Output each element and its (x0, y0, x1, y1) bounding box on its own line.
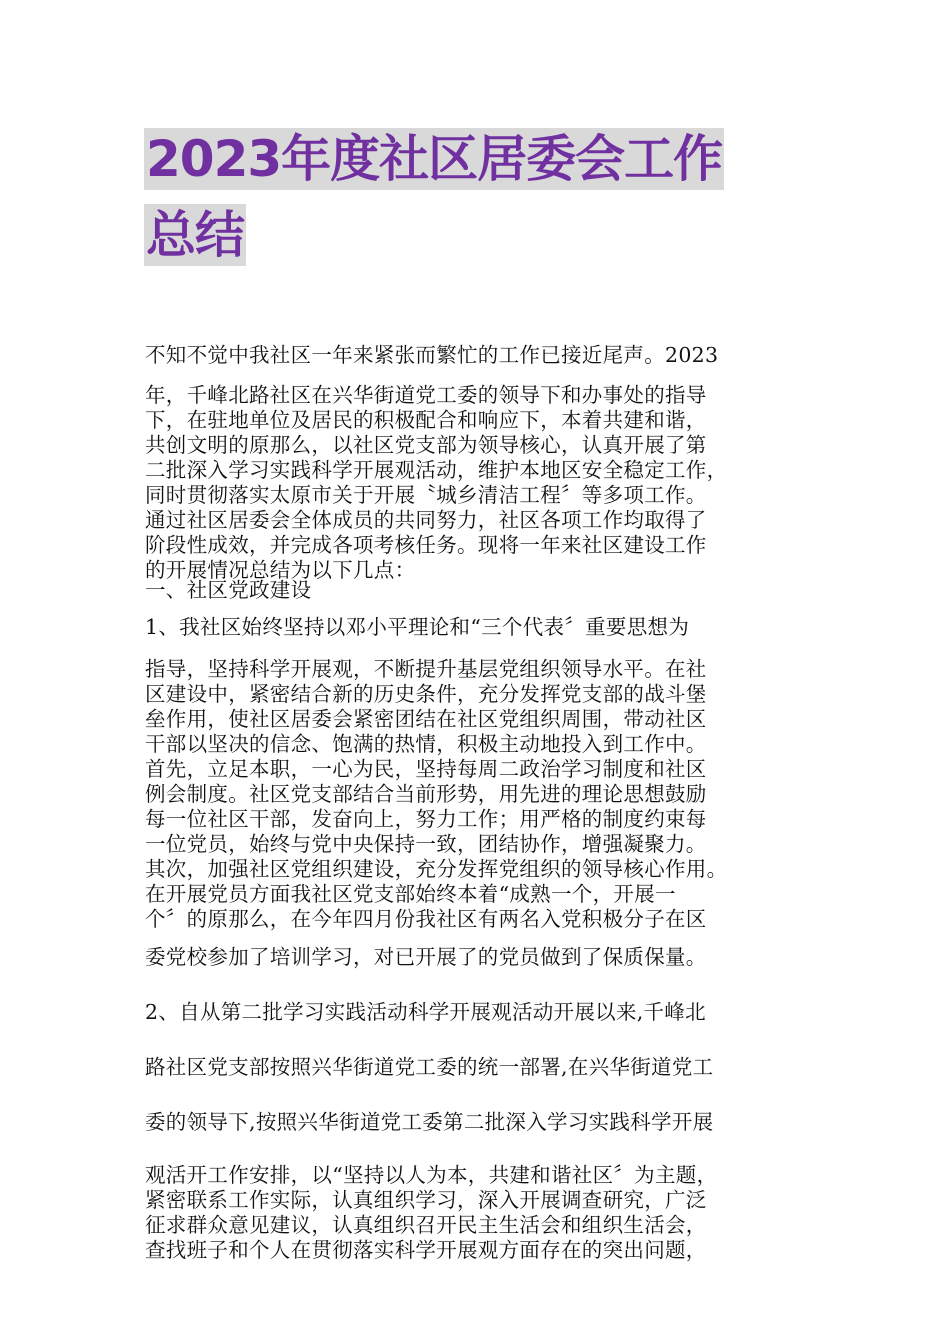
text-line: 观活开工作安排，以“坚持以人为本，共建和谐社区〞为主题， (145, 1163, 718, 1187)
text-line: 2、自从第二批学习实践活动科学开展观活动开展以来,千峰北 (145, 1000, 706, 1024)
text-line: 共创文明的原那么，以社区党支部为领导核心，认真开展了第 (145, 433, 707, 457)
text-line: 每一位社区干部，发奋向上，努力工作；用严格的制度约束每 (145, 807, 707, 831)
text-line: 其次，加强社区党组织建设，充分发挥党组织的领导核心作用。 (145, 857, 728, 881)
text-line: 委的领导下,按照兴华街道党工委第二批深入学习实践科学开展 (145, 1110, 714, 1134)
text-line: 通过社区居委会全体成员的共同努力，社区各项工作均取得了 (145, 508, 707, 532)
text-line: 区建设中，紧密结合新的历史条件，充分发挥党支部的战斗堡 (145, 682, 707, 706)
text-line: 不知不觉中我社区一年来紧张而繁忙的工作已接近尾声。2023 (145, 343, 719, 367)
text-line: 个〞的原那么，在今年四月份我社区有两名入党积极分子在区 (145, 907, 707, 931)
text-line: 二批深入学习实践科学开展观活动，维护本地区安全稳定工作， (145, 458, 728, 482)
text-line: 查找班子和个人在贯彻落实科学开展观方面存在的突出问题， (145, 1238, 707, 1262)
text-line: 一位党员，始终与党中央保持一致，团结协作，增强凝聚力。 (145, 832, 707, 856)
title-line-1: 2023年度社区居委会工作 (146, 130, 723, 188)
text-line: 在开展党员方面我社区党支部始终本着“成熟一个，开展一 (145, 882, 676, 906)
text-line: 委党校参加了培训学习，对已开展了的党员做到了保质保量。 (145, 945, 707, 969)
text-line: 同时贯彻落实太原市关于开展〝城乡清洁工程〞等多项工作。 (145, 483, 707, 507)
text-line: 1、我社区始终坚持以邓小平理论和“三个代表〞重要思想为 (145, 615, 690, 639)
text-line: 垒作用，使社区居委会紧密团结在社区党组织周围，带动社区 (145, 707, 707, 731)
text-line: 下，在驻地单位及居民的积极配合和响应下，本着共建和谐， (145, 408, 707, 432)
text-line: 年，千峰北路社区在兴华街道党工委的领导下和办事处的指导 (145, 383, 707, 407)
text-line: 阶段性成效，并完成各项考核任务。现将一年来社区建设工作 (145, 533, 707, 557)
text-line: 干部以坚决的信念、饱满的热情，积极主动地投入到工作中。 (145, 732, 707, 756)
text-line: 首先，立足本职，一心为民，坚持每周二政治学习制度和社区 (145, 757, 707, 781)
title-line-2: 总结 (146, 206, 244, 264)
text-line: 指导，坚持科学开展观，不断提升基层党组织领导水平。在社 (145, 657, 707, 681)
text-line: 的开展情况总结为以下几点： (145, 558, 416, 582)
text-line: 例会制度。社区党支部结合当前形势，用先进的理论思想鼓励 (145, 782, 707, 806)
text-line: 征求群众意见建议，认真组织召开民主生活会和组织生活会， (145, 1213, 707, 1237)
text-line: 路社区党支部按照兴华街道党工委的统一部署,在兴华街道党工 (145, 1055, 714, 1079)
text-line: 紧密联系工作实际，认真组织学习，深入开展调查研究，广泛 (145, 1188, 707, 1212)
section-heading: 一、社区党政建设 (145, 578, 312, 602)
